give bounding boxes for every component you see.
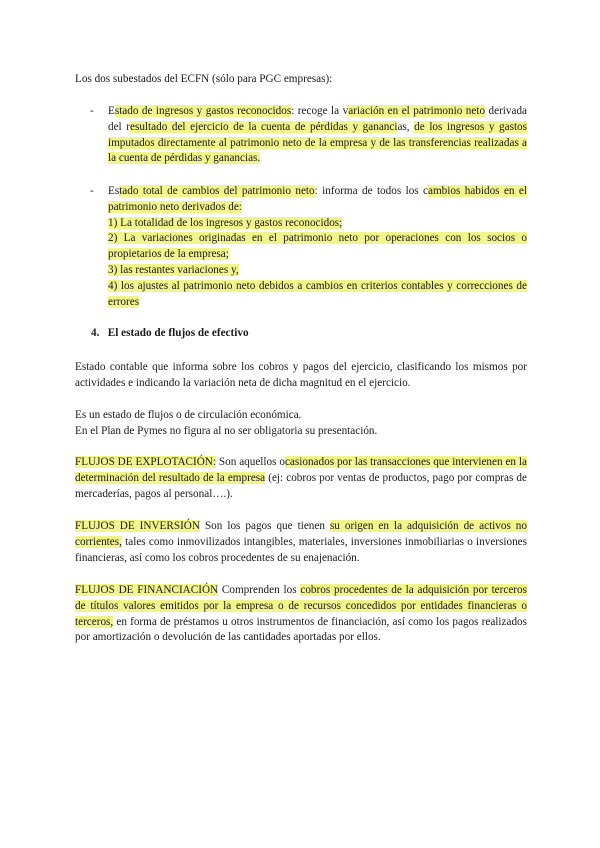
section-heading (91, 326, 249, 342)
intro-paragraph: Los dos subestados del ECFN (sólo para PGC empresas): (75, 73, 333, 85)
text-run: (ej: cobros por ventas de productos, pago por compras de mercaderías, pagos al personal….). (75, 471, 527, 500)
highlighted-text: ambios habidos en el patrimonio neto derivados de: (108, 185, 527, 213)
text-run: E (108, 105, 115, 117)
highlighted-text: 3) las restantes variaciones y, (108, 263, 239, 276)
highlighted-text: 1) La totalidad de los ingresos y gastos reconocidos; (108, 216, 343, 229)
list-item (108, 231, 527, 263)
text-run: as, (397, 120, 415, 133)
list-item (108, 263, 527, 279)
note-paragraph: Es un estado de flujos o de circulación económica. (75, 409, 302, 421)
text-run: Es (108, 185, 120, 197)
note-paragraph: En el Plan de Pymes no figura al no ser obligatoria su presentación. (75, 425, 378, 437)
document-page: Los dos subestados del ECFN (sólo para PGC empresas): - Estado de ingresos y gastos reconocidos: recoge la variación en el patrimonio neto derivada del resultado del ejercicio de la cuenta de pérdidas y ganancias, de los ingresos y gastos imputados directamente al patrimonio neto de la empresa y de las transferencias realizadas a la cuenta de pérdidas y ganancias. - Estado total de cambios del patrimonio neto: informa de todos los cambios habidos en el patrimonio neto derivados de: 1) La totalidad de los ingresos y gastos reconocidos; 2) La variaciones originadas en el patrimonio neto por operaciones con los socios o propietarios de la empresa; 3) las restantes variaciones y, 4) los ajustes al patrimonio neto debidos a cambios en criterios contables y correcciones de errores 4. El estado de flujos de efectivo Estado contable que informa sobre los cobros y pagos del ejercicio, clasificando los mismos por actividades e indicando la variación neta de dicha magnitud en el ejercicio. Es un estado de flujos o de circulación económica. En el Plan de Pymes no figura al no ser obligatoria su presentación. FLUJOS DE EXPLOTACIÓN: Son aquellos ocasionados por las transacciones que intervienen en la determinación del resultado de la empresa (ej: cobros por ventas de productos, pago por compras de mercaderías, pagos al personal….). FLUJOS DE INVERSIÓN Son los pagos que tienen su origen en la adquisición de activos no corrientes, tales como inmovilizados intangibles, materiales, inversiones inmobiliarias o inversiones financieras, así como los cobros procedentes de su enajenación. FLUJOS DE FINANCIACIÓN Comprenden los cobros procedentes de la adquisición por terceros de títulos valores emitidos por la empresa o de recursos concedidos por entidades financieras o terceros, en forma de préstamos u otros instrumentos de financiación, así como los pagos realizados por amortización o devolución de las cantidades aportadas por ellos. (0, 0, 600, 848)
highlighted-text: stado de ingresos y gastos reconocidos (114, 105, 292, 117)
text-run: derivada del r (108, 105, 528, 133)
flujos-explotacion-paragraph (75, 455, 527, 502)
text-run: Son los pagos que tienen (199, 520, 330, 532)
text-run: : recoge la v (291, 105, 349, 117)
highlighted-text: FLUJOS DE INVERSIÓN (75, 520, 200, 532)
highlighted-text: de los ingresos y gastos imputados directamente al patrimonio neto de la empresa y de las transferencias realizadas a la cuenta de pérdidas y ganancias. (108, 120, 528, 165)
text-run: Comprenden los (218, 584, 301, 596)
text-run: Son aquellos o (216, 456, 285, 468)
description-paragraph: Estado contable que informa sobre los cobros y pagos del ejercicio, clasificando los mismos por actividades e indicando la variación neta de dicha magnitud en el ejercicio. (75, 361, 527, 389)
list-item (108, 279, 527, 311)
highlighted-text: casionados por las transacciones que intervienen en la determinación del resultado de la empresa (75, 456, 527, 484)
highlighted-text: 4) los ajustes al patrimonio neto debidos a cambios en criterios contables y correcciones de errores (108, 279, 527, 308)
highlighted-text: cobros procedentes de la adquisición por terceros de títulos valores emitidos por la empresa o de recursos concedidos por entidades financieras o terceros, (75, 584, 527, 628)
text-run: tales como inmovilizados intangibles, materiales, inversiones inmobiliarias o inversiones financieras, así como los cobros procedentes de su enajenación. (75, 535, 527, 564)
highlighted-text: esultado del ejercicio de la cuenta de pérdidas y gananci (130, 120, 398, 133)
flujos-inversion-paragraph (75, 519, 527, 566)
list-item (108, 216, 527, 232)
highlighted-text: 2) La variaciones originadas en el patrimonio neto por operaciones con los socios o propietarios de la empresa; (108, 232, 527, 261)
section-title: El estado de flujos de efectivo (107, 327, 249, 339)
flujos-financiacion-paragraph (75, 583, 527, 646)
highlighted-text: ariación en el patrimonio neto (348, 105, 486, 117)
text-run: en forma de préstamos u otros instrumentos de financiación, así como los pagos realizados por amortización o devolución de las cantidades aportadas por ellos. (75, 615, 527, 644)
text-run: : informa de todos los c (314, 185, 429, 197)
bullet-estado-ingresos-gastos (108, 104, 527, 167)
highlighted-text: FLUJOS DE FINANCIACIÓN (75, 584, 219, 596)
bullet-lead-text (108, 184, 527, 216)
section-number: 4. (91, 327, 100, 339)
highlighted-text: su origen en la adquisición de activos no corrientes, (75, 520, 527, 548)
highlighted-text: tado total de cambios del patrimonio neto (119, 185, 315, 197)
highlighted-text: FLUJOS DE EXPLOTACIÓN: (75, 456, 216, 468)
bullet-estado-total-cambios (108, 184, 527, 310)
